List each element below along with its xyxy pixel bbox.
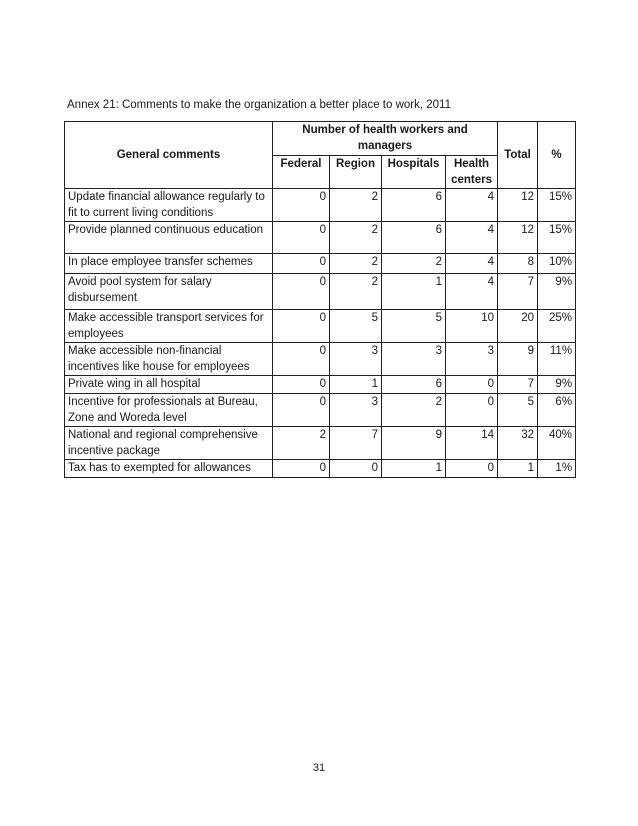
cell-federal: 0 xyxy=(273,222,330,254)
table-row xyxy=(65,460,576,478)
cell-hospitals: 5 xyxy=(382,310,446,343)
cell-health-centers: 4 xyxy=(446,222,498,254)
table-row xyxy=(65,222,576,254)
cell-region: 1 xyxy=(330,376,382,394)
cell-health-centers: 0 xyxy=(446,460,498,478)
cell-percent: 9% xyxy=(538,274,576,310)
cell-region: 5 xyxy=(330,310,382,343)
cell-health-centers: 4 xyxy=(446,274,498,310)
row-comment: In place employee transfer schemes xyxy=(65,254,273,274)
cell-health-centers: 4 xyxy=(446,189,498,222)
cell-federal: 0 xyxy=(273,394,330,427)
table-row xyxy=(65,254,576,274)
page-number: 31 xyxy=(312,762,326,774)
cell-percent: 25% xyxy=(538,310,576,343)
cell-hospitals: 6 xyxy=(382,222,446,254)
cell-federal: 0 xyxy=(273,343,330,376)
row-comment: Incentive for professionals at Bureau, Zone and Woreda level xyxy=(65,394,273,427)
cell-region: 2 xyxy=(330,254,382,274)
row-comment: Tax has to exempted for allowances xyxy=(65,460,273,478)
row-comment: Private wing in all hospital xyxy=(65,376,273,394)
cell-percent: 11% xyxy=(538,343,576,376)
cell-total: 32 xyxy=(498,427,538,460)
row-comment: Make accessible non-financial incentives like house for employees xyxy=(65,343,273,376)
cell-hospitals: 6 xyxy=(382,189,446,222)
cell-hospitals: 1 xyxy=(382,460,446,478)
header-health-workers-group: Number of health workers and managers xyxy=(273,122,498,156)
row-comment: Avoid pool system for salary disbursement xyxy=(65,274,273,310)
table-row xyxy=(65,343,576,376)
row-comment: Make accessible transport services for employees xyxy=(65,310,273,343)
cell-percent: 15% xyxy=(538,222,576,254)
cell-region: 2 xyxy=(330,274,382,310)
cell-federal: 0 xyxy=(273,189,330,222)
cell-total: 9 xyxy=(498,343,538,376)
cell-total: 7 xyxy=(498,274,538,310)
cell-region: 2 xyxy=(330,222,382,254)
cell-total: 12 xyxy=(498,222,538,254)
cell-percent: 10% xyxy=(538,254,576,274)
cell-hospitals: 6 xyxy=(382,376,446,394)
cell-federal: 0 xyxy=(273,460,330,478)
table-row xyxy=(65,376,576,394)
header-hospitals: Hospitals xyxy=(382,156,446,189)
cell-hospitals: 2 xyxy=(382,394,446,427)
cell-region: 2 xyxy=(330,189,382,222)
header-percent: % xyxy=(538,122,576,189)
cell-total: 1 xyxy=(498,460,538,478)
table-row xyxy=(65,310,576,343)
cell-region: 7 xyxy=(330,427,382,460)
cell-region: 3 xyxy=(330,394,382,427)
cell-total: 8 xyxy=(498,254,538,274)
header-region: Region xyxy=(330,156,382,189)
cell-federal: 2 xyxy=(273,427,330,460)
table-body xyxy=(65,189,576,478)
cell-hospitals: 9 xyxy=(382,427,446,460)
cell-percent: 15% xyxy=(538,189,576,222)
header-health-centers: Health centers xyxy=(446,156,498,189)
table-row xyxy=(65,394,576,427)
header-federal: Federal xyxy=(273,156,330,189)
cell-federal: 0 xyxy=(273,254,330,274)
cell-percent: 9% xyxy=(538,376,576,394)
table-caption: Annex 21: Comments to make the organization a better place to work, 2011 xyxy=(67,99,451,111)
cell-federal: 0 xyxy=(273,376,330,394)
table-row xyxy=(65,427,576,460)
comments-table xyxy=(64,121,576,478)
row-comment: National and regional comprehensive incentive package xyxy=(65,427,273,460)
cell-hospitals: 1 xyxy=(382,274,446,310)
cell-percent: 1% xyxy=(538,460,576,478)
row-comment: Update financial allowance regularly to fit to current living conditions xyxy=(65,189,273,222)
cell-health-centers: 4 xyxy=(446,254,498,274)
cell-total: 5 xyxy=(498,394,538,427)
cell-region: 3 xyxy=(330,343,382,376)
cell-health-centers: 0 xyxy=(446,376,498,394)
cell-percent: 40% xyxy=(538,427,576,460)
cell-hospitals: 2 xyxy=(382,254,446,274)
cell-total: 7 xyxy=(498,376,538,394)
header-total: Total xyxy=(498,122,538,189)
cell-health-centers: 14 xyxy=(446,427,498,460)
cell-federal: 0 xyxy=(273,274,330,310)
cell-total: 12 xyxy=(498,189,538,222)
cell-total: 20 xyxy=(498,310,538,343)
cell-region: 0 xyxy=(330,460,382,478)
row-comment: Provide planned continuous education xyxy=(65,222,273,254)
table-row xyxy=(65,274,576,310)
cell-hospitals: 3 xyxy=(382,343,446,376)
cell-health-centers: 0 xyxy=(446,394,498,427)
cell-percent: 6% xyxy=(538,394,576,427)
cell-federal: 0 xyxy=(273,310,330,343)
cell-health-centers: 3 xyxy=(446,343,498,376)
cell-health-centers: 10 xyxy=(446,310,498,343)
table-row xyxy=(65,189,576,222)
header-general-comments: General comments xyxy=(65,122,273,189)
